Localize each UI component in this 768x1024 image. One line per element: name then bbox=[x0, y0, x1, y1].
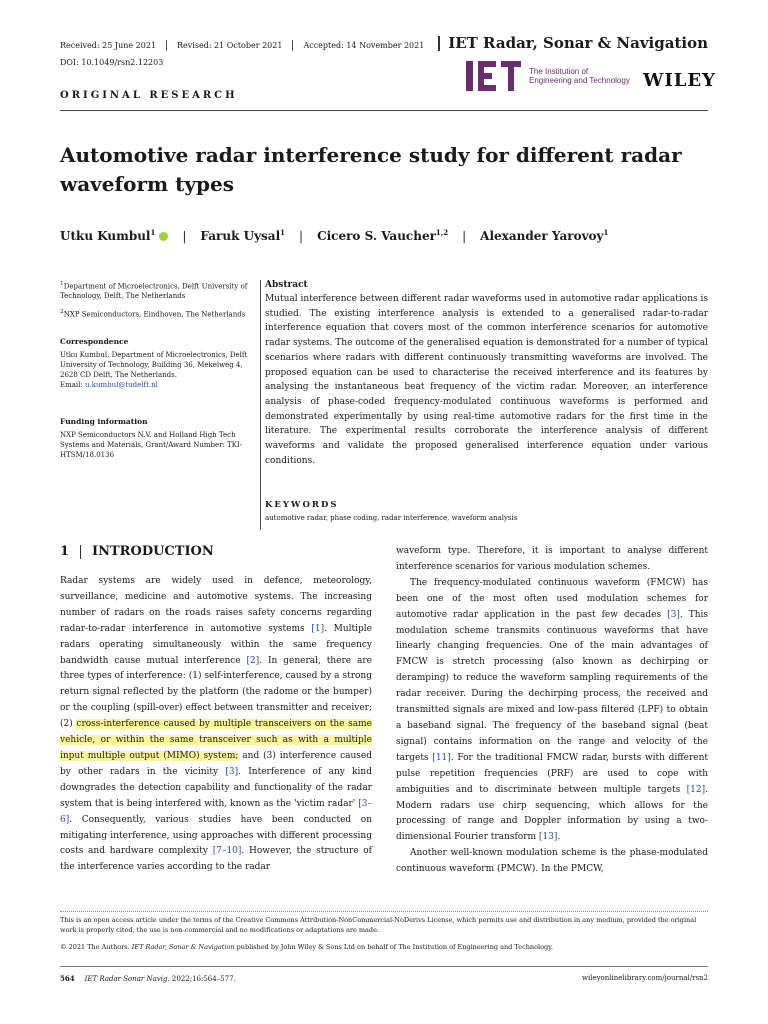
citation-link[interactable]: [1] bbox=[311, 623, 325, 634]
citation-link[interactable]: [3] bbox=[225, 766, 239, 777]
author-1[interactable]: Utku Kumbul$^1$ bbox=[60, 228, 168, 243]
affiliation-1: $^1$Department of Microelectronics, Delft University of Technology, Delft, The Netherlands bbox=[60, 281, 248, 301]
author-divider: | bbox=[182, 228, 187, 243]
orcid-icon[interactable] bbox=[159, 232, 168, 241]
section-title: INTRODUCTION bbox=[92, 544, 214, 559]
funding bbox=[60, 417, 250, 460]
citation-link[interactable]: [3] bbox=[667, 609, 680, 620]
citation-link[interactable]: [12] bbox=[686, 784, 706, 795]
license-note: This is an open access article under the terms of the Creative Commons Attribution-NonCommercial-NoDerivs License, which permits use and distribution in any medium, provided the original work is properly cited, the use is non-commercial and no modifications or adaptations are made. bbox=[60, 916, 697, 934]
doi[interactable]: DOI: 10.1049/rsn2.12203 bbox=[60, 58, 164, 67]
page-citation: 564 IET Radar Sonar Navig. 2022;16:564–577. bbox=[60, 974, 236, 983]
abstract-body: Mutual interference between different radar waveforms used in automotive radar applications is studied. The existing interference analysis is extended to a generalised radar-to-radar interference equation that covers most of the common interference scenarios for automotive radar systems. The outcome of the generalised equation is demonstrated for a number of typical scenarios where radars with different continuously transmitting waveforms are involved. The proposed equation can be used to characterise the received interference and its features by analysing the instantaneous beat frequency of the victim radar. Moreover, an interference analysis of phase-coded frequency-modulated continuous waveforms is performed and demonstrated experimentally by using real-time automotive radars for the first time in the literature. The experimental results corroborate the interference analysis of different waveforms and validate the proposed generalised interference equation under various conditions. bbox=[265, 294, 708, 466]
email-link[interactable]: u.kumbul@tudelft.nl bbox=[84, 381, 158, 389]
article-title: Automotive radar interference study for different radar waveform types bbox=[60, 143, 682, 196]
body-right-column bbox=[396, 544, 708, 878]
keywords-list: automotive radar, phase coding, radar interference, waveform analysis bbox=[265, 514, 518, 522]
correspondence-heading: Correspondence bbox=[60, 337, 129, 346]
journal-divider bbox=[438, 36, 440, 51]
journal-title: IET Radar, Sonar & Navigation bbox=[448, 34, 708, 52]
article-dates bbox=[60, 40, 424, 51]
paragraph: The frequency-modulated continuous waveform (FMCW) has been one of the most often used modulation schemes for automotive radar application in the past few decades [3]. This modulation scheme transmits continuous waveforms that have linearly changing frequencies. One of the main advantages of FMCW is stretch processing (also known as dechirping or deramping) to reduce the waveform sampling requirements of the radar receiver. During the dechirping process, the received and transmitted signals are mixed and low-pass filtered (LPF) to obtain a baseband signal. The frequency of the baseband signal (beat signal) contains information on the range and velocity of the targets [11]. For the traditional FMCW radar, bursts with different pulse repetition frequencies (PRF) are used to cope with ambiguities and to discriminate between multiple targets [12]. Modern radars use chirp sequencing, which allows for the processing of range and Doppler information by using a two-dimensional Fourier transform [13]. bbox=[396, 577, 709, 843]
citation-link[interactable]: [2] bbox=[246, 655, 260, 666]
keywords-heading: KEYWORDS bbox=[265, 500, 339, 510]
abstract bbox=[265, 280, 708, 468]
journal-name bbox=[438, 34, 708, 52]
received-date: Received: 25 June 2021 bbox=[60, 41, 157, 50]
author-2[interactable]: Faruk Uysal$^1$ bbox=[200, 228, 286, 243]
revised-date: Revised: 21 October 2021 bbox=[177, 41, 283, 50]
accepted-date: Accepted: 14 November 2021 bbox=[303, 41, 425, 50]
author-4[interactable]: Alexander Yarovoy$^1$ bbox=[480, 228, 609, 243]
funding-text: NXP Semiconductors N.V. and Holland High Tech Systems and Materials, Grant/Award Number: TKI-HTSM/18.0136 bbox=[60, 431, 243, 459]
wiley-logo: WILEY bbox=[643, 70, 716, 91]
correspondence-text: Utku Kumbul, Department of Microelectronics, Delft University of Technology, Building 36, Mekelweg 4, 2628 CD Delft, The Netherlands. bbox=[60, 351, 248, 379]
author-list bbox=[60, 228, 608, 243]
citation-link[interactable]: [13] bbox=[538, 832, 558, 843]
highlighted-text: cross-interference caused by multiple transceivers on the same vehicle, or within the same transceiver such as with a multiple input multiple output (MIMO) system; bbox=[60, 719, 373, 761]
author-divider: | bbox=[299, 228, 304, 243]
article-type: ORIGINAL RESEARCH bbox=[60, 90, 238, 101]
citation-link[interactable]: [11] bbox=[432, 752, 451, 763]
body-left-column bbox=[60, 574, 372, 876]
paragraph: waveform type. Therefore, it is important to analyse different interference scenarios for various modulation schemes. bbox=[396, 546, 708, 572]
correspondence-email: Email: u.kumbul@tudelft.nl bbox=[60, 381, 158, 389]
page-number: 564 bbox=[60, 974, 75, 983]
section-heading bbox=[60, 544, 214, 559]
citation-link[interactable]: [3–6] bbox=[60, 798, 372, 825]
author-divider: | bbox=[462, 228, 467, 243]
date-divider bbox=[292, 40, 293, 51]
funding-heading: Funding information bbox=[60, 417, 148, 426]
abstract-divider bbox=[260, 280, 261, 530]
section-divider bbox=[80, 545, 81, 559]
publisher-logos bbox=[466, 60, 716, 92]
date-divider bbox=[166, 40, 167, 51]
correspondence bbox=[60, 337, 250, 390]
section-number: 1 bbox=[60, 544, 70, 559]
paragraph: Radar systems are widely used in defence, meteorology, surveillance, medicine and automotive systems. The increasing number of radars on the roads raises safety concerns regarding radar-to-radar interference in automotive systems [1]. Multiple radars operating simultaneously within the same frequency bandwidth cause mutual interference [2]. In general, there are three types of interference: (1) self-interference, caused by a strong return signal reflected by the platform (the radome or the bumper) or the coupling (spill-over) effect between transmitter and receiver; (2) cross-interference caused by multiple transceivers on the same vehicle, or within the same transceiver such as with a multiple input multiple output (MIMO) system; and (3) interference caused by other radars in the vicinity [3]. Interference of any kind downgrades the detection capability and functionality of the radar system that is being interfered with, known as the 'victim radar' [3–6]. Consequently, various studies have been conducted on mitigating interference, using approaches with different processing costs and hardware complexity [7–10]. However, the structure of the interference varies according to the radar bbox=[60, 576, 373, 873]
citation-link[interactable]: [7–10] bbox=[212, 846, 242, 857]
footnote-rule bbox=[60, 911, 708, 912]
footer-rule bbox=[60, 966, 708, 967]
author-3[interactable]: Cicero S. Vaucher$^{1,2}$ bbox=[317, 228, 449, 243]
paragraph: Another well-known modulation scheme is the phase-modulated continuous waveform (PMCW). In the PMCW, bbox=[396, 848, 708, 875]
copyright-note: © 2021 The Authors. IET Radar, Sonar & Navigation published by John Wiley & Sons Ltd on behalf of The Institution of Engineering and Technology. bbox=[60, 943, 554, 951]
iet-name: The Institution of Engineering and Technology bbox=[529, 67, 630, 85]
affiliation-2: $^2$NXP Semiconductors, Eindhoven, The Netherlands bbox=[60, 309, 246, 319]
header-rule bbox=[60, 110, 708, 111]
journal-url[interactable]: wileyonlinelibrary.com/journal/rsn2 bbox=[581, 974, 708, 982]
abstract-heading: Abstract bbox=[265, 280, 308, 290]
page-footer bbox=[60, 974, 708, 983]
